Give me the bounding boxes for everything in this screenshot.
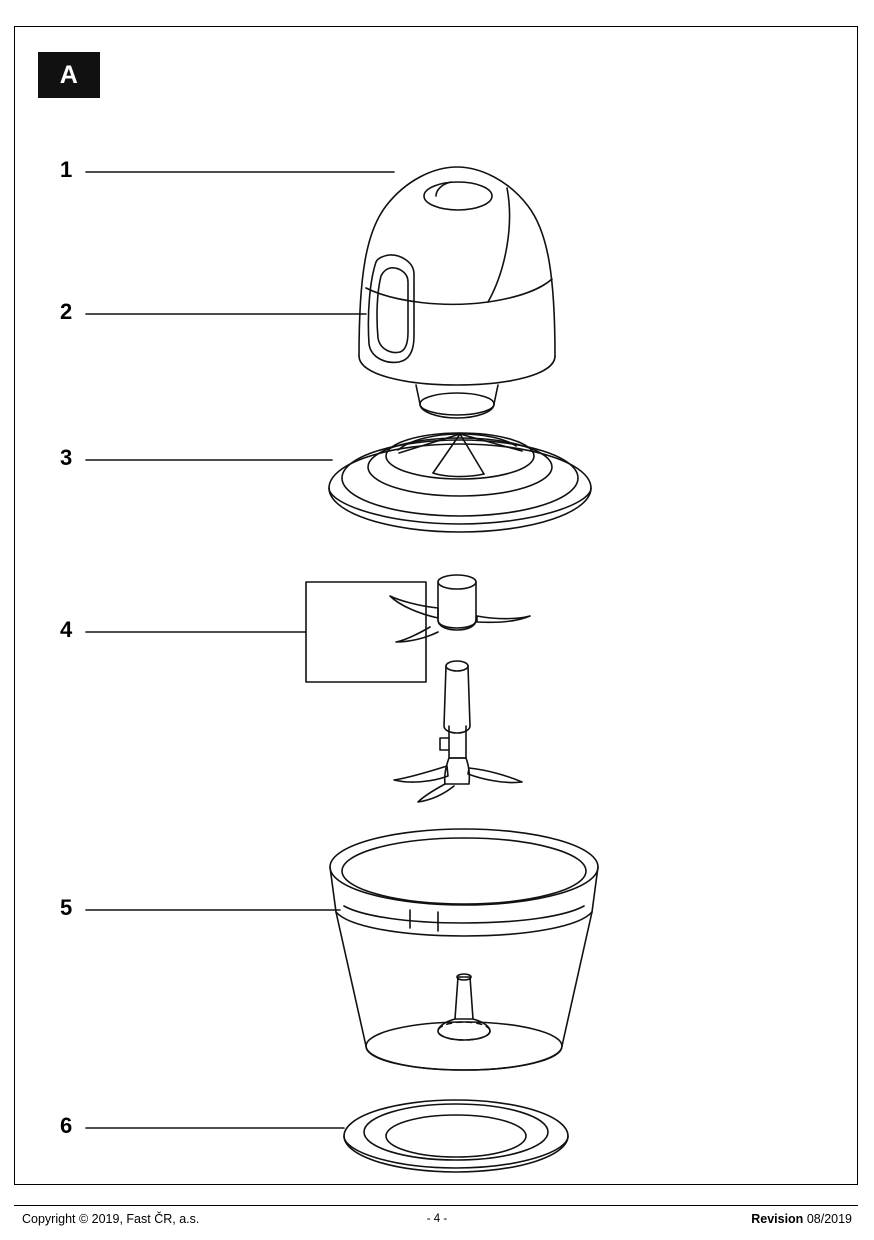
motor-unit-button xyxy=(424,182,492,210)
motor-unit-coupling xyxy=(416,385,498,418)
footer-page-number: - 4 - xyxy=(426,1213,448,1225)
bowl-lid-inner-rim xyxy=(342,440,578,516)
blade-lower-wing-bottom xyxy=(418,784,454,802)
motor-unit-body-outline xyxy=(359,167,555,356)
blade-lower-hub xyxy=(449,726,466,758)
motor-unit-grip-inner xyxy=(377,268,408,353)
blade-lower-wing-right xyxy=(468,768,522,783)
callout-number-3: 3 xyxy=(60,445,73,470)
motor-unit-coupling-ring xyxy=(420,393,494,415)
blade-upper-arm-lower xyxy=(396,627,438,642)
figure-label-badge: A xyxy=(38,52,100,98)
footer-revision xyxy=(751,1212,852,1226)
footer-copyright: Copyright © 2019, Fast ČR, a.s. xyxy=(22,1212,200,1226)
callout-number-1: 1 xyxy=(60,157,73,182)
bowl-rim-outer xyxy=(330,829,598,905)
footer-revision-label: Revision xyxy=(751,1212,804,1226)
blade-lower-shaft xyxy=(444,666,470,733)
motor-unit-inner-seam xyxy=(488,188,510,302)
blade-upper-arm-right xyxy=(477,616,530,622)
leader-bracket-4 xyxy=(306,582,426,682)
blade-upper-arm-left xyxy=(390,596,438,618)
footer-divider xyxy=(14,1205,858,1206)
motor-unit-bottom-edge xyxy=(359,356,555,385)
bowl-lid-arc-inner xyxy=(433,473,484,477)
blade-lower-shaft-top xyxy=(446,661,468,671)
blade-lower-hub-base xyxy=(445,758,470,784)
blade-upper-collar-top xyxy=(438,575,476,589)
blade-lower-wing-left xyxy=(394,766,448,782)
bowl-collar-seam xyxy=(344,906,584,923)
exploded-view-diagram xyxy=(14,26,858,1185)
callout-number-4: 4 xyxy=(60,617,73,642)
non-slip-base-outer xyxy=(344,1100,568,1172)
callout-number-2: 2 xyxy=(60,299,73,324)
motor-unit-seam xyxy=(366,279,552,304)
footer-revision-value: 08/2019 xyxy=(806,1212,852,1226)
bowl-spindle xyxy=(455,977,473,1019)
blade-lower-hub-notch xyxy=(440,738,449,750)
callout-number-5: 5 xyxy=(60,895,73,920)
callout-number-6: 6 xyxy=(60,1113,73,1138)
bowl-rim-inner xyxy=(342,838,586,904)
non-slip-base-cavity xyxy=(386,1115,526,1157)
bowl-lid-outer xyxy=(329,444,591,532)
motor-unit-grip xyxy=(368,255,414,362)
non-slip-base-inner-rim xyxy=(364,1104,548,1160)
non-slip-base-side xyxy=(344,1136,568,1168)
bowl-base-ellipse xyxy=(366,1022,562,1070)
